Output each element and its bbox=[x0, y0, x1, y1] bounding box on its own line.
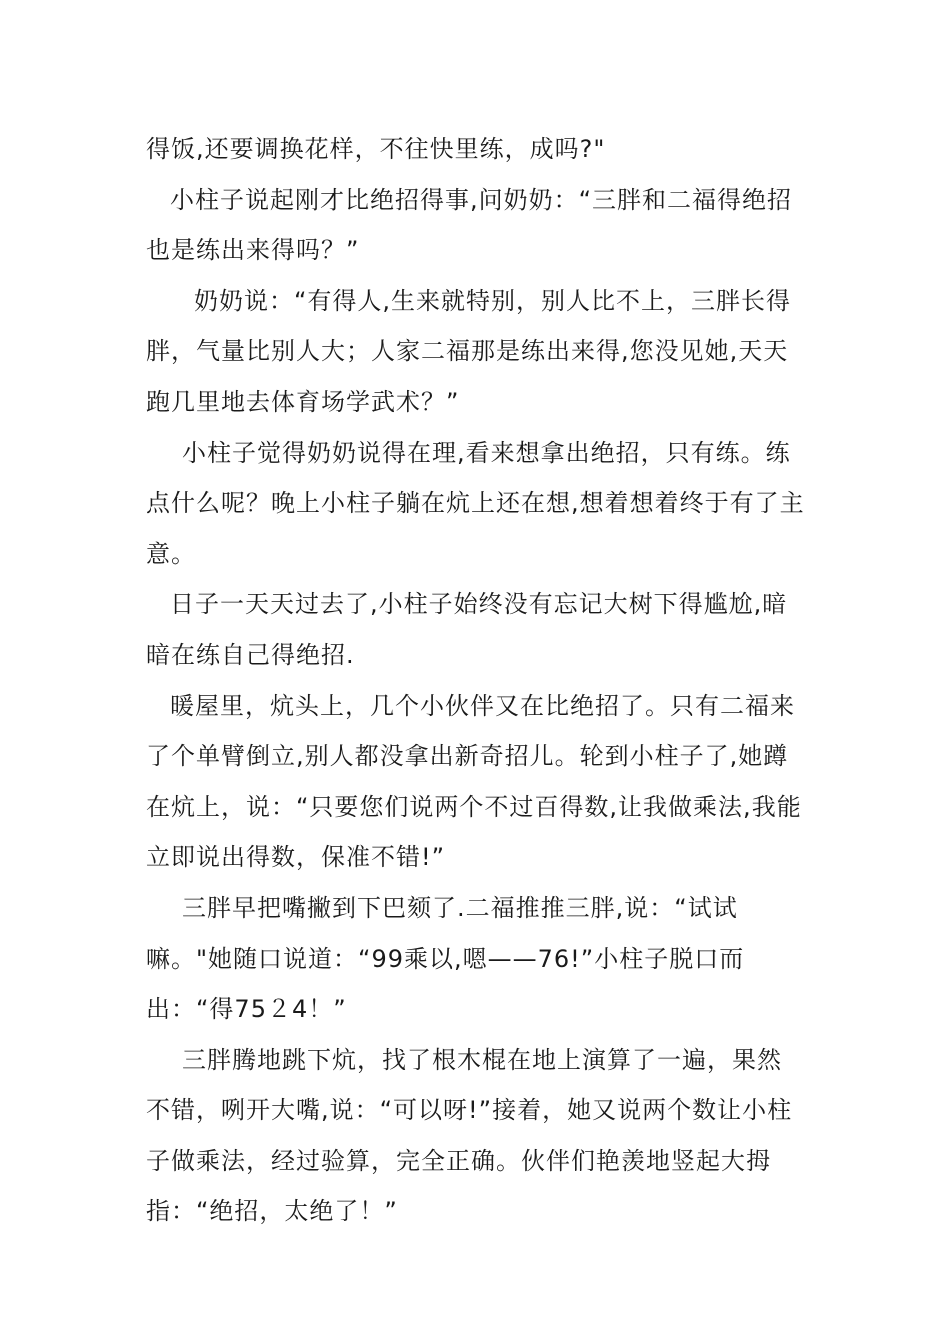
paragraph-decision: 小柱子觉得奶奶说得在理,看来想拿出绝招，只有练。练点什么呢？晚上小柱子躺在炕上还在想,想着想着终于有了主意。 bbox=[146, 438, 805, 568]
paragraph-verification: 三胖腾地跳下炕，找了根木棍在地上演算了一遍，果然不错，咧开大嘴,说：“可以呀!”接着，她又说两个数让小柱子做乘法，经过验算，完全正确。伙伴们艳羡地竖起大拇指：“绝招，太绝了！” bbox=[146, 1045, 793, 1226]
paragraph-continuation: 得饭,还要调换花样，不往快里练，成吗?" bbox=[146, 135, 606, 163]
story-text bbox=[146, 124, 806, 1237]
paragraph-question: 小柱子说起刚才比绝招得事,问奶奶：“三胖和二福得绝招也是练出来得吗？” bbox=[146, 185, 793, 265]
paragraph-practice: 日子一天天过去了,小柱子始终没有忘记大树下得尴尬,暗暗在练自己得绝招. bbox=[146, 590, 788, 669]
paragraph-test: 三胖早把嘴撇到下巴颏了.二福推推三胖,说：“试试嘛。"她随口说道：“99乘以,嗯——76!”小柱子脱口而出：“得75２4！” bbox=[146, 893, 745, 1024]
paragraph-contest: 暖屋里，炕头上，几个小伙伴又在比绝招了。只有二福来了个单臂倒立,别人都没拿出新奇招儿。轮到小柱子了,她蹲在炕上，说：“只要您们说两个不过百得数,让我做乘法,我能立即说出得数，保准不错!” bbox=[146, 691, 802, 872]
paragraph-grandma-reply: 奶奶说：“有得人,生来就特别，别人比不上，三胖长得胖，气量比别人大；人家二福那是练出来得,您没见她,天天跑几里地去体育场学武术？” bbox=[146, 286, 792, 416]
